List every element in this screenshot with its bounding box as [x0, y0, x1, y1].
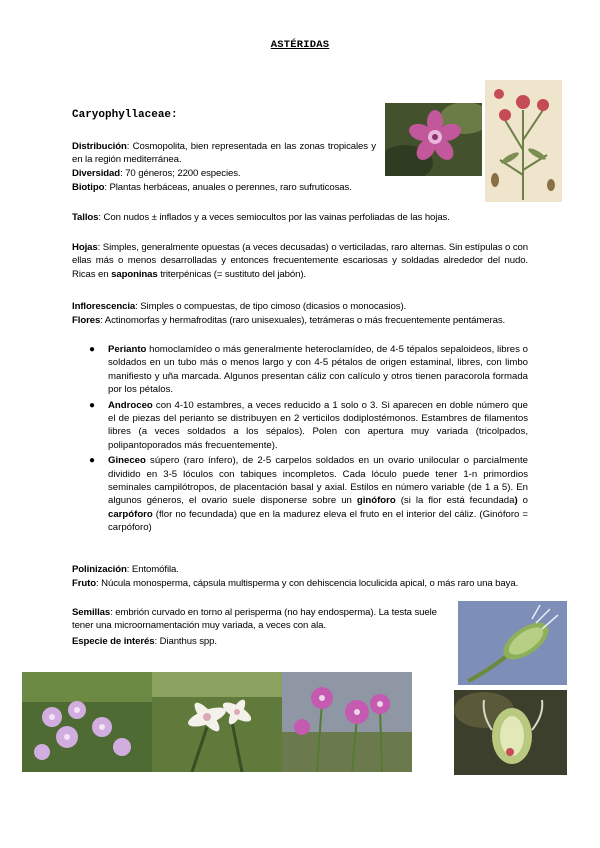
especie-label: Especie de interés — [72, 636, 155, 647]
inflorescencia-paragraph — [72, 300, 528, 313]
hojas-label: Hojas — [72, 242, 98, 253]
bullet-icon: ● — [89, 455, 96, 467]
tallos-text: : Con nudos ± inflados y a veces semiocultos por las vainas perfoliadas de las hojas. — [98, 212, 450, 223]
photo-white-flowers — [152, 672, 282, 772]
flores-paragraph — [72, 314, 528, 327]
polinizacion-text: : Entomófila. — [126, 564, 179, 575]
fruto-text: : Núcula monosperma, cápsula multisperma y con dehiscencia loculicida apical, o más raro una baya. — [96, 578, 519, 589]
hojas-paragraph — [72, 241, 528, 281]
gineceo-label: Gineceo — [108, 455, 146, 467]
gineceo-text-2: (si la flor está fecundada — [395, 495, 515, 507]
page-title: ASTÉRIDAS — [270, 39, 330, 51]
distribucion-text: : Cosmopolita, bien representada en las zonas tropicales y en la región mediterránea. — [72, 141, 376, 166]
list-item-gineceo — [72, 454, 528, 534]
gineceo-text-3: o — [517, 495, 528, 507]
family-heading: Caryophyllaceae: — [72, 109, 178, 121]
inflorescencia-label: Inflorescencia — [72, 301, 136, 312]
androceo-label: Androceo — [108, 399, 153, 411]
gineceo-text: súpero (raro ínfero), de 2-5 carpelos soldados en un ovario unilocular o parcialmente dividido en 3-5 lóculos con tabiques incompletos. Cada lóculo puede tener 1-n primordios seminales campilótropos, de placentación basal y axial. Estilos en número variable (de 1 a 5). En algunos géneros, el ovario suele disponerse sobre un — [108, 455, 528, 507]
photo-pink-flower — [385, 103, 482, 176]
hojas-bold: saponinas — [111, 268, 158, 280]
photo-pale-pink-flowers — [22, 672, 152, 772]
list-item-perianto — [72, 343, 528, 397]
androceo-text: con 4-10 estambres, a veces reducido a 1 solo o 3. Si aparecen en doble número que el de piezas del perianto se distribuyen en 2 verticilos dodiplostémonos. Estambres de filamentos libres (a veces soldados a los sépalos). Polen con apertura muy variada (tricolpados, polipantoporados más frecuentemente). — [108, 399, 528, 451]
diversidad-label: Diversidad — [72, 168, 121, 179]
flores-text: : Actinomorfas y hermafroditas (raro unisexuales), tetrámeras o más frecuentemente pentámeras. — [100, 315, 506, 326]
perianto-text: homoclamídeo o más generalmente heteroclamídeo, de 4-5 tépalos sepaloideos, libres o soldados en un tubo más o menos largo y con 4-5 pétalos de origen estaminal, libres, con limbo manifiesto y uña marcada. Algunos presentan cáliz con calículo y otros tienen paracorola formada por los pétalos. — [108, 344, 528, 396]
list-item-androceo — [72, 399, 528, 453]
polinizacion-paragraph — [72, 563, 452, 576]
semillas-text: : embrión curvado en torno al perisperma (no hay endosperma). La testa suele tener una microornamentación muy variada, a veces con ala. — [72, 607, 437, 632]
especie-text: : Dianthus spp. — [154, 636, 217, 647]
diversidad-text: : 70 géneros; 2200 especies. — [120, 168, 241, 179]
fruto-label: Fruto — [72, 578, 97, 589]
carpoforo-term: carpóforo — [108, 508, 153, 520]
photo-open-capsule — [454, 690, 567, 775]
polinizacion-label: Polinización — [72, 564, 127, 575]
tallos-label: Tallos — [72, 212, 99, 223]
especie-paragraph — [72, 635, 452, 648]
bullet-icon: ● — [89, 344, 96, 355]
botanical-illustration — [485, 80, 562, 202]
fruto-paragraph — [72, 577, 530, 590]
biotipo-paragraph — [72, 181, 392, 194]
bullet-icon: ● — [89, 399, 96, 411]
semillas-paragraph — [72, 606, 452, 633]
diversidad-paragraph — [72, 167, 376, 180]
photo-magenta-flowers — [282, 672, 412, 772]
inflorescencia-text: : Simples o compuestas, de tipo cimoso (dicasios o monocasios). — [135, 301, 407, 312]
perianto-label: Perianto — [108, 344, 147, 355]
gineceo-paren: ) — [514, 495, 518, 507]
hojas-text-end: triterpénicas (= sustituto del jabón). — [157, 268, 307, 280]
biotipo-label: Biotipo — [72, 182, 105, 193]
ginoforo-term: ginóforo — [356, 495, 396, 507]
gineceo-text-4: (flor no fecundada) que en la madurez eleva el fruto en el interior del cáliz. (Ginóforo = carpóforo) — [108, 508, 528, 534]
distribucion-label: Distribución — [72, 141, 127, 152]
distribucion-paragraph — [72, 140, 376, 167]
flores-label: Flores — [72, 315, 101, 326]
tallos-paragraph — [72, 211, 542, 224]
flower-parts-list — [72, 343, 528, 537]
biotipo-text: : Plantas herbáceas, anuales o perennes, raro sufruticosas. — [104, 182, 352, 193]
hojas-text: : Simples, generalmente opuestas (a veces decusadas) o verticiladas, raro alternas. Sin estípulas o con ellas más o menos desarrolladas y entonces frecuentemente escariosas y soldadas alrededor del nudo. Ricas en — [72, 242, 528, 280]
photo-seed-capsule — [458, 601, 567, 685]
semillas-label: Semillas — [72, 607, 111, 618]
